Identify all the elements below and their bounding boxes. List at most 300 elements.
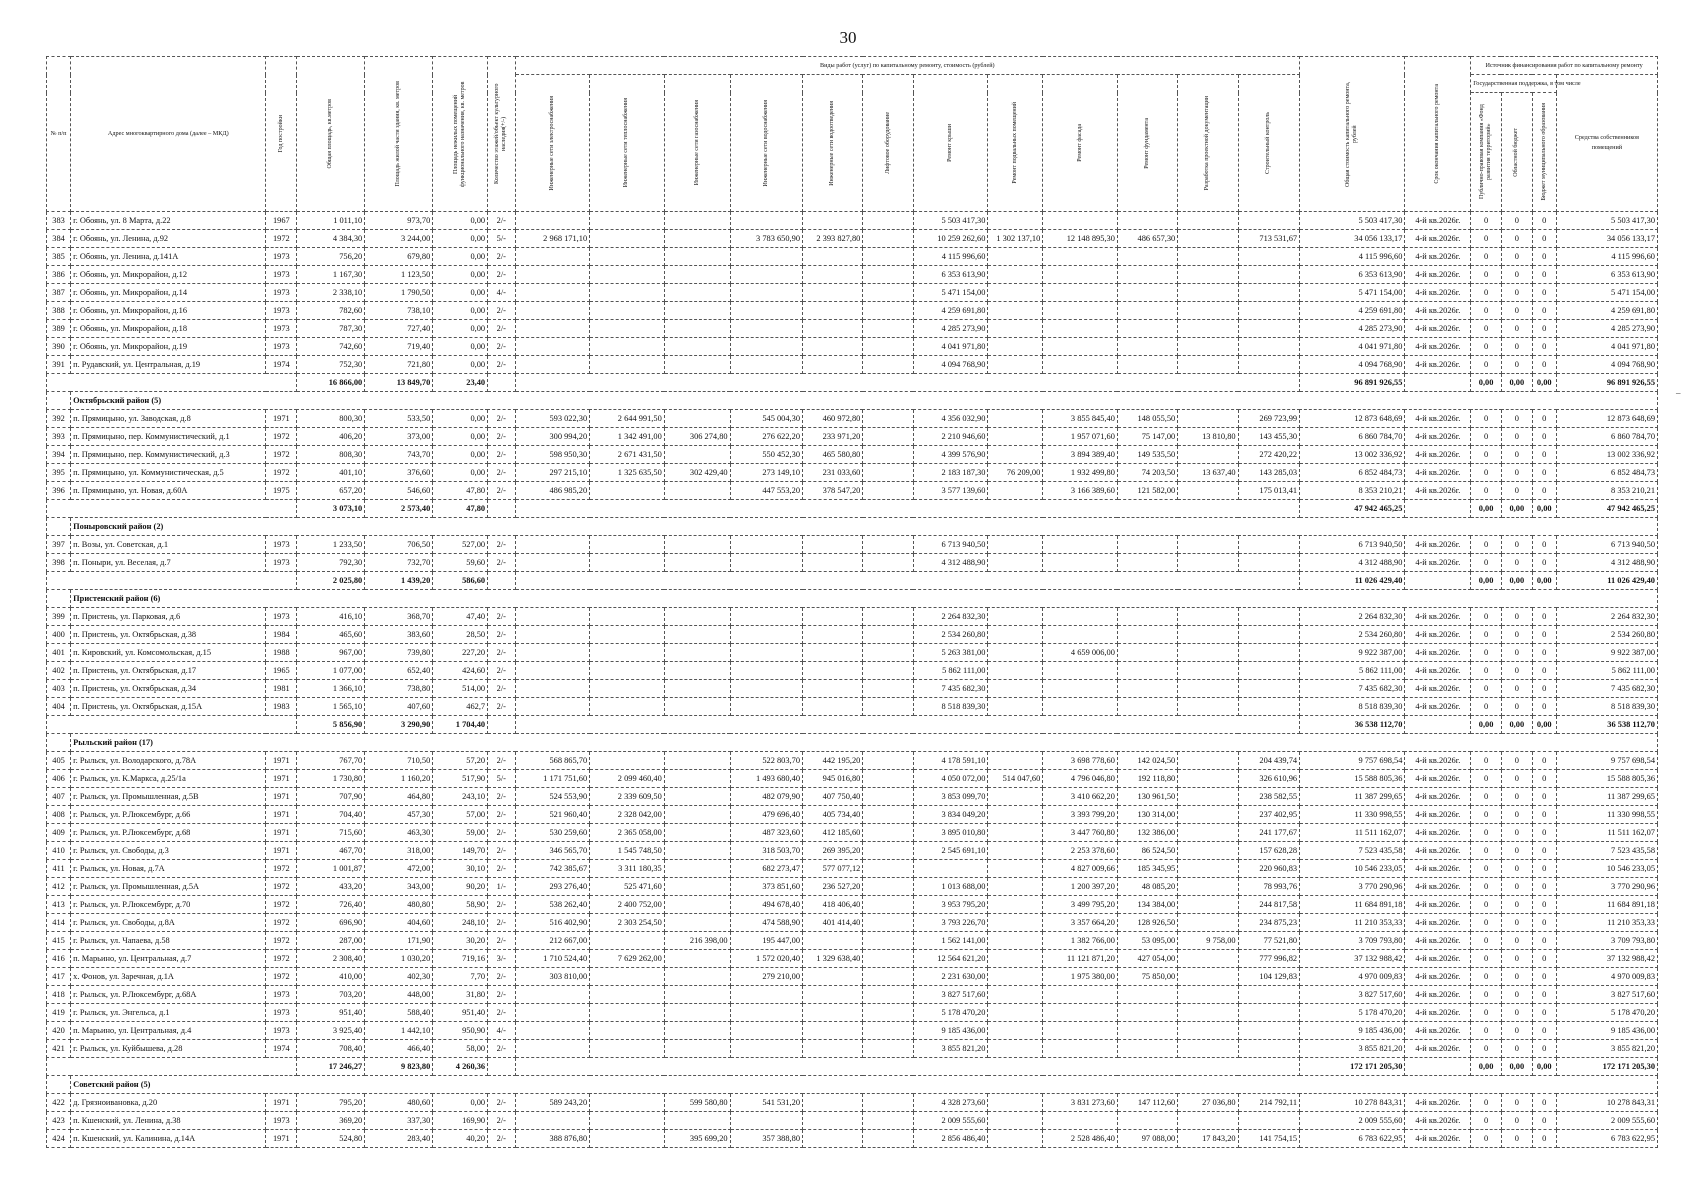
subtotal-empty xyxy=(488,374,515,392)
cell-w3 xyxy=(664,806,730,824)
cell-w8 xyxy=(988,1112,1043,1130)
cell-w5 xyxy=(803,536,863,554)
cell-w10: 86 524,50 xyxy=(1117,842,1177,860)
subtotal-nonres: 47,80 xyxy=(433,500,488,518)
cell-nonres: 0,00 xyxy=(433,248,488,266)
cell-f2: 0 xyxy=(1501,302,1532,320)
cell-area: 703,20 xyxy=(297,986,365,1004)
cell-f1: 0 xyxy=(1471,860,1502,878)
cell-f3: 0 xyxy=(1532,410,1556,428)
cell-f1: 0 xyxy=(1471,446,1502,464)
cell-total: 4 259 691,80 xyxy=(1300,302,1405,320)
cell-w7: 1 562 141,00 xyxy=(913,932,988,950)
cell-year: 1971 xyxy=(266,770,297,788)
cell-w10 xyxy=(1117,302,1177,320)
cell-f3: 0 xyxy=(1532,464,1556,482)
cell-f3: 0 xyxy=(1532,1004,1556,1022)
cell-w2 xyxy=(590,1112,665,1130)
cell-w8 xyxy=(988,878,1043,896)
cell-w7: 4 312 488,90 xyxy=(913,554,988,572)
cell-w3 xyxy=(664,482,730,500)
cell-w2 xyxy=(590,968,665,986)
cell-term: 4-й кв.2026г. xyxy=(1405,1112,1471,1130)
cell-w12 xyxy=(1238,536,1299,554)
cell-fl: 2/- xyxy=(488,680,515,698)
cell-term: 4-й кв.2026г. xyxy=(1405,806,1471,824)
cell-term: 4-й кв.2026г. xyxy=(1405,410,1471,428)
cell-liv: 376,60 xyxy=(365,464,433,482)
cell-total: 4 041 971,80 xyxy=(1300,338,1405,356)
cell-addr: г. Обоянь, ул. Микрорайон, д.16 xyxy=(71,302,266,320)
cell-nonres: 462,7 xyxy=(433,698,488,716)
cell-f4: 4 041 971,80 xyxy=(1556,338,1657,356)
cell-total: 4 115 996,60 xyxy=(1300,248,1405,266)
cell-year: 1971 xyxy=(266,1130,297,1148)
col-w12: Строительный контроль xyxy=(1238,75,1299,212)
cell-w7: 3 834 049,20 xyxy=(913,806,988,824)
cell-f3: 0 xyxy=(1532,266,1556,284)
cell-term: 4-й кв.2026г. xyxy=(1405,986,1471,1004)
col-f1: Публично-правовая компания «Фонд развития территорий» xyxy=(1471,93,1502,212)
cell-area: 410,00 xyxy=(297,968,365,986)
cell-n: 388 xyxy=(47,302,71,320)
cell-addr: г. Обоянь, ул. Микрорайон, д.18 xyxy=(71,320,266,338)
cell-w5 xyxy=(803,608,863,626)
cell-w9 xyxy=(1043,608,1118,626)
cell-year: 1972 xyxy=(266,950,297,968)
cell-nonres: 149,70 xyxy=(433,842,488,860)
cell-year: 1972 xyxy=(266,230,297,248)
table-row xyxy=(47,950,1658,968)
cell-w3 xyxy=(664,446,730,464)
cell-w2: 2 671 431,50 xyxy=(590,446,665,464)
cell-w2: 1 325 635,50 xyxy=(590,464,665,482)
cell-fl: 2/- xyxy=(488,788,515,806)
cell-f4: 15 588 805,36 xyxy=(1556,770,1657,788)
cell-w6 xyxy=(863,410,913,428)
cell-nonres: 950,90 xyxy=(433,1022,488,1040)
cell-f2: 0 xyxy=(1501,266,1532,284)
cell-liv: 1 123,50 xyxy=(365,266,433,284)
cell-f2: 0 xyxy=(1501,446,1532,464)
cell-f3: 0 xyxy=(1532,842,1556,860)
cell-w3 xyxy=(664,842,730,860)
cell-f4: 11 511 162,07 xyxy=(1556,824,1657,842)
cell-w8 xyxy=(988,410,1043,428)
cell-area: 524,80 xyxy=(297,1130,365,1148)
cell-w9: 1 975 380,00 xyxy=(1043,968,1118,986)
cell-total: 9 922 387,00 xyxy=(1300,644,1405,662)
cell-year: 1971 xyxy=(266,410,297,428)
cell-w11 xyxy=(1178,536,1238,554)
cell-n: 402 xyxy=(47,662,71,680)
cell-total: 9 185 436,00 xyxy=(1300,1022,1405,1040)
cell-term: 4-й кв.2026г. xyxy=(1405,1130,1471,1148)
cell-liv: 448,00 xyxy=(365,986,433,1004)
cell-f3: 0 xyxy=(1532,212,1556,230)
cell-area: 726,40 xyxy=(297,896,365,914)
cell-w10: 75 147,00 xyxy=(1117,428,1177,446)
cell-f3: 0 xyxy=(1532,482,1556,500)
cell-w11 xyxy=(1178,1004,1238,1022)
cell-term: 4-й кв.2026г. xyxy=(1405,230,1471,248)
table-row xyxy=(47,626,1658,644)
table-row xyxy=(47,752,1658,770)
cell-w10: 134 384,00 xyxy=(1117,896,1177,914)
cell-liv: 973,70 xyxy=(365,212,433,230)
district-header-row xyxy=(47,392,1658,410)
cell-addr: г. Рыльск, ул. Промышленная, д.5А xyxy=(71,878,266,896)
cell-area: 742,60 xyxy=(297,338,365,356)
cell-f3: 0 xyxy=(1532,644,1556,662)
cell-f2: 0 xyxy=(1501,788,1532,806)
cell-addr: п. Марьино, ул. Центральная, д.7 xyxy=(71,950,266,968)
cell-w8 xyxy=(988,644,1043,662)
district-name: Поныровский район (2) xyxy=(71,518,1658,536)
cell-w9 xyxy=(1043,698,1118,716)
subtotal-f2: 0,00 xyxy=(1501,572,1532,590)
cell-fl: 2/- xyxy=(488,554,515,572)
cell-w1: 293 276,40 xyxy=(515,878,590,896)
cell-nonres: 0,00 xyxy=(433,230,488,248)
cell-addr: г. Рыльск, ул. Чапаева, д.58 xyxy=(71,932,266,950)
cell-n: 392 xyxy=(47,410,71,428)
cell-year: 1972 xyxy=(266,428,297,446)
cell-f2: 0 xyxy=(1501,770,1532,788)
cell-w5: 945 016,80 xyxy=(803,770,863,788)
cell-addr: п. Кшенский, ул. Калинина, д.14А xyxy=(71,1130,266,1148)
cell-f4: 4 312 488,90 xyxy=(1556,554,1657,572)
table-header xyxy=(47,57,1658,212)
cell-f3: 0 xyxy=(1532,1022,1556,1040)
cell-year: 1971 xyxy=(266,752,297,770)
cell-liv: 171,90 xyxy=(365,932,433,950)
cell-year: 1973 xyxy=(266,248,297,266)
cell-total: 5 178 470,20 xyxy=(1300,1004,1405,1022)
cell-f2: 0 xyxy=(1501,482,1532,500)
cell-f3: 0 xyxy=(1532,806,1556,824)
cell-w4 xyxy=(730,284,802,302)
cell-area: 752,30 xyxy=(297,356,365,374)
cell-f4: 2 264 832,30 xyxy=(1556,608,1657,626)
table-row xyxy=(47,788,1658,806)
cell-w6 xyxy=(863,662,913,680)
repair-program-table xyxy=(46,56,1658,1148)
cell-w3 xyxy=(664,752,730,770)
cell-area: 808,30 xyxy=(297,446,365,464)
cell-total: 8 518 839,30 xyxy=(1300,698,1405,716)
cell-w10 xyxy=(1117,698,1177,716)
cell-w12 xyxy=(1238,284,1299,302)
cell-w6 xyxy=(863,1130,913,1148)
cell-term: 4-й кв.2026г. xyxy=(1405,878,1471,896)
table-body xyxy=(47,212,1658,1148)
cell-w10 xyxy=(1117,1112,1177,1130)
cell-w2 xyxy=(590,608,665,626)
cell-f2: 0 xyxy=(1501,410,1532,428)
cell-w10: 427 054,00 xyxy=(1117,950,1177,968)
cell-w9 xyxy=(1043,986,1118,1004)
cell-addr: г. Обоянь, ул. Микрорайон, д.19 xyxy=(71,338,266,356)
cell-nonres: 0,00 xyxy=(433,464,488,482)
cell-term: 4-й кв.2026г. xyxy=(1405,608,1471,626)
cell-f1: 0 xyxy=(1471,356,1502,374)
cell-w4 xyxy=(730,986,802,1004)
cell-w11 xyxy=(1178,248,1238,266)
col-address: Адрес многоквартирного дома (далее – МКД) xyxy=(71,57,266,212)
cell-term: 4-й кв.2026г. xyxy=(1405,644,1471,662)
cell-w6 xyxy=(863,932,913,950)
cell-f4: 3 855 821,20 xyxy=(1556,1040,1657,1058)
cell-w3 xyxy=(664,608,730,626)
cell-fl: 2/- xyxy=(488,410,515,428)
cell-total: 12 873 648,69 xyxy=(1300,410,1405,428)
cell-f3: 0 xyxy=(1532,284,1556,302)
cell-w4 xyxy=(730,1112,802,1130)
cell-f1: 0 xyxy=(1471,806,1502,824)
cell-term: 4-й кв.2026г. xyxy=(1405,1094,1471,1112)
cell-w10: 130 314,00 xyxy=(1117,806,1177,824)
cell-w11: 9 758,00 xyxy=(1178,932,1238,950)
cell-w7: 3 855 821,20 xyxy=(913,1040,988,1058)
cell-w11 xyxy=(1178,770,1238,788)
cell-n: 404 xyxy=(47,698,71,716)
cell-f1: 0 xyxy=(1471,320,1502,338)
page-number: 30 xyxy=(839,28,857,47)
cell-nonres: 0,00 xyxy=(433,356,488,374)
cell-w4: 494 678,40 xyxy=(730,896,802,914)
cell-w6 xyxy=(863,680,913,698)
cell-w3 xyxy=(664,680,730,698)
cell-liv: 480,80 xyxy=(365,896,433,914)
cell-w2 xyxy=(590,284,665,302)
cell-n: 424 xyxy=(47,1130,71,1148)
cell-w5 xyxy=(803,338,863,356)
cell-addr: п. Пристень, ул. Октябрьская, д.38 xyxy=(71,626,266,644)
cell-w10 xyxy=(1117,644,1177,662)
cell-w3 xyxy=(664,410,730,428)
cell-f3: 0 xyxy=(1532,770,1556,788)
cell-w3 xyxy=(664,230,730,248)
subtotal-area: 3 073,10 xyxy=(297,500,365,518)
cell-term: 4-й кв.2026г. xyxy=(1405,212,1471,230)
cell-w1: 524 553,90 xyxy=(515,788,590,806)
subtotal-area: 5 856,90 xyxy=(297,716,365,734)
cell-fl: 2/- xyxy=(488,662,515,680)
cell-nonres: 28,50 xyxy=(433,626,488,644)
cell-w5 xyxy=(803,1040,863,1058)
cell-year: 1965 xyxy=(266,662,297,680)
cell-f4: 5 862 111,00 xyxy=(1556,662,1657,680)
cell-year: 1988 xyxy=(266,644,297,662)
cell-w11 xyxy=(1178,446,1238,464)
cell-w10 xyxy=(1117,284,1177,302)
subtotal-f1: 0,00 xyxy=(1471,716,1502,734)
cell-w5 xyxy=(803,212,863,230)
cell-w3 xyxy=(664,1022,730,1040)
cell-w11 xyxy=(1178,860,1238,878)
cell-total: 11 511 162,07 xyxy=(1300,824,1405,842)
cell-n: 389 xyxy=(47,320,71,338)
cell-term: 4-й кв.2026г. xyxy=(1405,1040,1471,1058)
cell-w1: 538 262,40 xyxy=(515,896,590,914)
cell-f1: 0 xyxy=(1471,698,1502,716)
table-row xyxy=(47,824,1658,842)
cell-w8 xyxy=(988,842,1043,860)
cell-w6 xyxy=(863,1022,913,1040)
cell-n: 386 xyxy=(47,266,71,284)
cell-w8 xyxy=(988,1004,1043,1022)
cell-w8: 514 047,60 xyxy=(988,770,1043,788)
cell-n: 394 xyxy=(47,446,71,464)
cell-w7: 2 264 832,30 xyxy=(913,608,988,626)
cell-f3: 0 xyxy=(1532,356,1556,374)
cell-f1: 0 xyxy=(1471,428,1502,446)
cell-w7: 4 041 971,80 xyxy=(913,338,988,356)
cell-f1: 0 xyxy=(1471,752,1502,770)
cell-w6 xyxy=(863,698,913,716)
cell-w12 xyxy=(1238,986,1299,1004)
subtotal-nonres: 4 260,36 xyxy=(433,1058,488,1076)
cell-addr: д. Грязноивановка, д.20 xyxy=(71,1094,266,1112)
cell-n: 387 xyxy=(47,284,71,302)
cell-w5: 412 185,60 xyxy=(803,824,863,842)
cell-w11 xyxy=(1178,356,1238,374)
cell-total: 11 330 998,55 xyxy=(1300,806,1405,824)
subtotal-area: 16 866,00 xyxy=(297,374,365,392)
cell-w12: 141 754,15 xyxy=(1238,1130,1299,1148)
cell-total: 6 852 484,73 xyxy=(1300,464,1405,482)
cell-nonres: 0,00 xyxy=(433,428,488,446)
cell-f4: 6 353 613,90 xyxy=(1556,266,1657,284)
cell-w5 xyxy=(803,554,863,572)
cell-f2: 0 xyxy=(1501,1094,1532,1112)
cell-w4: 479 696,40 xyxy=(730,806,802,824)
cell-w7: 2 534 260,80 xyxy=(913,626,988,644)
table-row xyxy=(47,554,1658,572)
table-row xyxy=(47,806,1658,824)
cell-w5: 418 406,40 xyxy=(803,896,863,914)
cell-f1: 0 xyxy=(1471,1094,1502,1112)
cell-w9 xyxy=(1043,284,1118,302)
cell-w10 xyxy=(1117,266,1177,284)
col-w2: Инженерные сети теплоснабжения xyxy=(590,75,665,212)
cell-w12 xyxy=(1238,248,1299,266)
state-support-header: Государственная поддержка, в том числе xyxy=(1471,75,1557,93)
cell-year: 1974 xyxy=(266,1040,297,1058)
cell-f2: 0 xyxy=(1501,320,1532,338)
cell-w10 xyxy=(1117,320,1177,338)
cell-w7: 2 183 187,30 xyxy=(913,464,988,482)
cell-w9: 11 121 871,20 xyxy=(1043,950,1118,968)
cell-area: 1 001,87 xyxy=(297,860,365,878)
table-row xyxy=(47,446,1658,464)
cell-w9: 3 831 273,60 xyxy=(1043,1094,1118,1112)
cell-w10: 142 024,50 xyxy=(1117,752,1177,770)
table-row xyxy=(47,482,1658,500)
cell-w1 xyxy=(515,1004,590,1022)
cell-w11 xyxy=(1178,266,1238,284)
district-name: Октябрьский район (5) xyxy=(71,392,1658,410)
cell-w10 xyxy=(1117,1004,1177,1022)
cell-year: 1971 xyxy=(266,842,297,860)
cell-fl: 2/- xyxy=(488,968,515,986)
cell-addr: п. Марьино, ул. Центральная, д.4 xyxy=(71,1022,266,1040)
cell-w10 xyxy=(1117,1022,1177,1040)
cell-year: 1973 xyxy=(266,1112,297,1130)
cell-liv: 466,40 xyxy=(365,1040,433,1058)
cell-w2 xyxy=(590,356,665,374)
cell-n: 395 xyxy=(47,464,71,482)
cell-total: 2 264 832,30 xyxy=(1300,608,1405,626)
table-row xyxy=(47,662,1658,680)
col-w11: Разработка проектной документации xyxy=(1178,75,1238,212)
cell-n: 408 xyxy=(47,806,71,824)
cell-fl: 2/- xyxy=(488,806,515,824)
subtotal-f3: 0,00 xyxy=(1532,1058,1556,1076)
table-row xyxy=(47,1040,1658,1058)
cell-w9 xyxy=(1043,338,1118,356)
cell-w7: 4 285 273,90 xyxy=(913,320,988,338)
cell-term: 4-й кв.2026г. xyxy=(1405,860,1471,878)
district-name: Советский район (5) xyxy=(71,1076,1658,1094)
cell-w2 xyxy=(590,230,665,248)
cell-f3: 0 xyxy=(1532,968,1556,986)
cell-w8: 76 209,00 xyxy=(988,464,1043,482)
cell-w2 xyxy=(590,1130,665,1148)
subtotal-liv: 13 849,70 xyxy=(365,374,433,392)
cell-liv: 373,00 xyxy=(365,428,433,446)
cell-fl: 5/- xyxy=(488,230,515,248)
cell-n: 420 xyxy=(47,1022,71,1040)
cell-w9 xyxy=(1043,1112,1118,1130)
cell-w11 xyxy=(1178,1040,1238,1058)
cell-addr: г. Рыльск, ул. Р.Люксембург, д.68А xyxy=(71,986,266,1004)
cell-w9: 3 855 845,40 xyxy=(1043,410,1118,428)
cell-w8 xyxy=(988,482,1043,500)
cell-term: 4-й кв.2026г. xyxy=(1405,428,1471,446)
cell-fl: 2/- xyxy=(488,986,515,1004)
cell-w3 xyxy=(664,554,730,572)
cell-w1 xyxy=(515,986,590,1004)
cell-w7: 9 185 436,00 xyxy=(913,1022,988,1040)
cell-term: 4-й кв.2026г. xyxy=(1405,338,1471,356)
cell-total: 15 588 805,36 xyxy=(1300,770,1405,788)
cell-w5 xyxy=(803,1004,863,1022)
cell-f4: 10 278 843,31 xyxy=(1556,1094,1657,1112)
table-row xyxy=(47,680,1658,698)
cell-w10 xyxy=(1117,554,1177,572)
cell-w11: 13 810,80 xyxy=(1178,428,1238,446)
cell-year: 1984 xyxy=(266,626,297,644)
cell-f3: 0 xyxy=(1532,608,1556,626)
cell-f1: 0 xyxy=(1471,410,1502,428)
cell-f4: 11 330 998,55 xyxy=(1556,806,1657,824)
cell-area: 2 338,10 xyxy=(297,284,365,302)
cell-w5 xyxy=(803,1094,863,1112)
table-row xyxy=(47,230,1658,248)
cell-w4: 1 572 020,40 xyxy=(730,950,802,968)
table-row xyxy=(47,212,1658,230)
cell-w11 xyxy=(1178,680,1238,698)
cell-w3: 302 429,40 xyxy=(664,464,730,482)
cell-w11: 13 637,40 xyxy=(1178,464,1238,482)
cell-w9: 12 148 895,30 xyxy=(1043,230,1118,248)
cell-f4: 13 002 336,92 xyxy=(1556,446,1657,464)
subtotal-row xyxy=(47,374,1658,392)
cell-area: 1 565,10 xyxy=(297,698,365,716)
cell-w2 xyxy=(590,320,665,338)
